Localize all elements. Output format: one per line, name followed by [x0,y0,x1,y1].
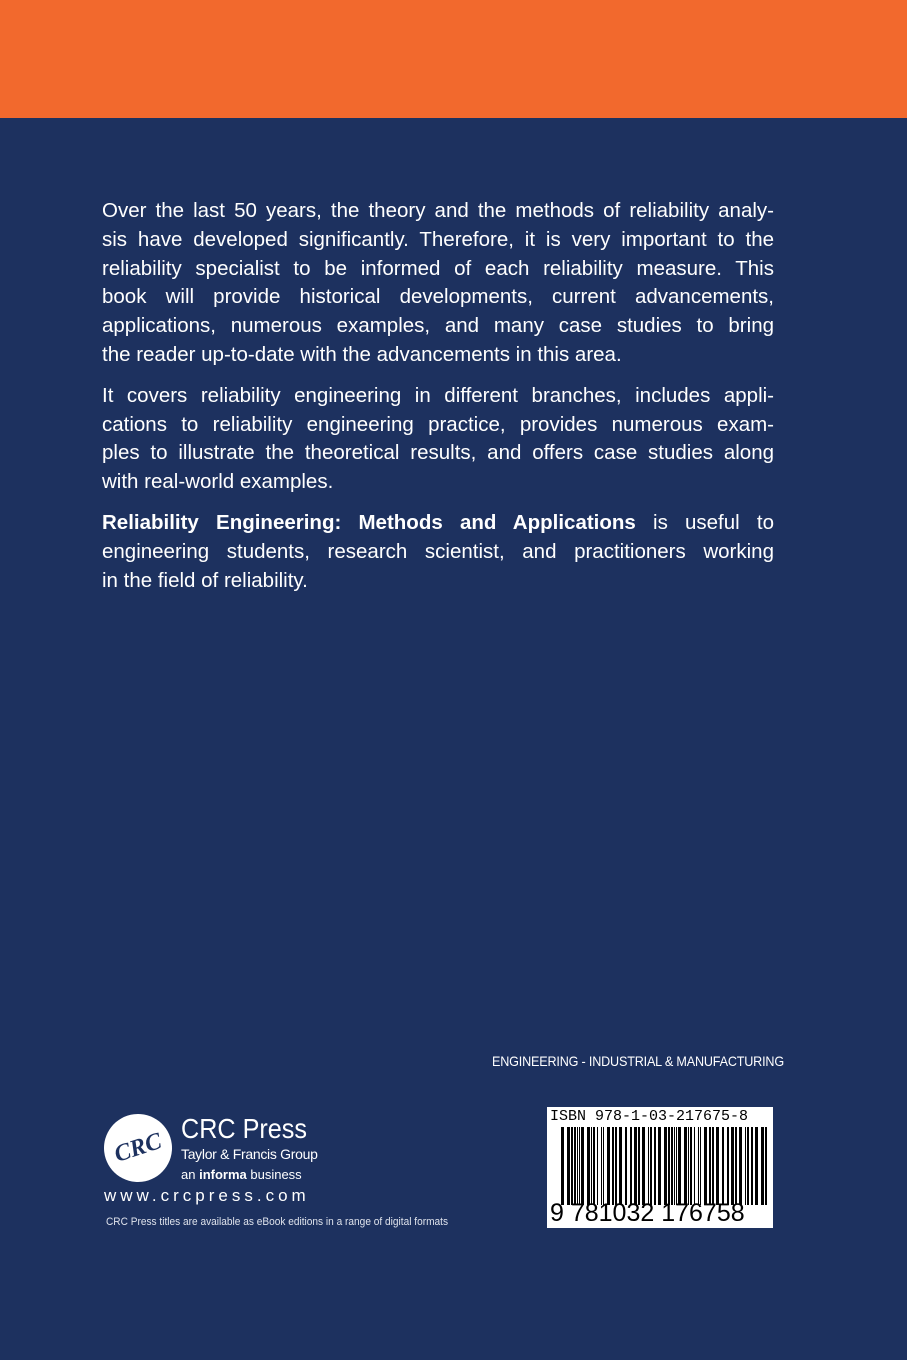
barcode-bar [674,1127,675,1205]
barcode-bar [694,1127,695,1205]
text-fragment: an [181,1167,200,1182]
text-fragment: is useful to [635,510,774,534]
barcode-bar [654,1127,656,1205]
barcode-bar [751,1127,753,1205]
barcode-bar [722,1127,724,1205]
isbn-label: ISBN 978-1-03-217675-8 [550,1108,749,1125]
text-line: applications, numerous examples, and many case studies to bring [102,314,774,338]
text-line: book will provide historical developments, current advancements, [102,285,774,309]
barcode-bar [704,1127,707,1205]
text-line: the reader up-to-date with the advancements in this area. [102,342,622,366]
barcode-bar [664,1127,667,1205]
barcode-bars [561,1127,769,1205]
crc-logo-icon: CRC [95,1105,181,1191]
barcode-bar [587,1127,590,1205]
paragraph-2 [102,382,774,497]
barcode-bar [735,1127,737,1205]
ebook-note: CRC Press titles are available as eBook editions in a range of digital formats [106,1216,449,1228]
text-line: engineering students, research scientist, and practitioners working [102,539,774,563]
barcode-bar [668,1127,670,1205]
text-line: cations to reliability engineering practice, provides numerous exam- [102,412,774,436]
barcode-bar [676,1127,677,1205]
book-title: Reliability Engineering: Methods and Applications [102,510,636,534]
barcode-bar [597,1127,598,1205]
barcode-bar [612,1127,614,1205]
barcode-bar [630,1127,632,1205]
barcode-digits: 9 781032 176758 [550,1199,745,1227]
informa-tagline [181,1167,302,1182]
publisher-group: Taylor & Francis Group [181,1146,318,1162]
barcode-bar [581,1127,584,1205]
barcode-bar [698,1127,699,1205]
orange-top-band [0,0,907,118]
barcode-bar [625,1127,627,1205]
text-fragment: informa [199,1167,247,1182]
barcode-bar [577,1127,578,1205]
barcode-bar [727,1127,729,1205]
barcode-bar [574,1127,576,1205]
barcode-bar [709,1127,711,1205]
barcode-bar [561,1127,564,1205]
barcode-bar [638,1127,640,1205]
barcode-bar [761,1127,764,1205]
text-fragment: business [246,1167,302,1182]
barcode-bar [579,1127,580,1205]
barcode-bar [567,1127,570,1205]
text-line: ples to illustrate the theoretical results, and offers case studies along [102,441,774,465]
barcode-bar [603,1127,604,1205]
barcode-bar [755,1127,758,1205]
barcode-bar [607,1127,610,1205]
barcode-bar [650,1127,652,1205]
barcode-bar [747,1127,749,1205]
text-line: reliability specialist to be informed of each reliability measure. This [102,256,774,280]
barcode-bar [642,1127,645,1205]
barcode-bar [731,1127,734,1205]
barcode-bar [700,1127,701,1205]
barcode-bar [716,1127,719,1205]
barcode-bar [615,1127,617,1205]
barcode-bar [671,1127,673,1205]
isbn-barcode [547,1107,773,1228]
barcode-bar [765,1127,767,1205]
barcode-bar [591,1127,592,1205]
barcode-bar [571,1127,573,1205]
barcode-bar [684,1127,687,1205]
barcode-bar [658,1127,661,1205]
barcode-bar [634,1127,637,1205]
subject-category: ENGINEERING - INDUSTRIAL & MANUFACTURING [492,1053,784,1069]
barcode-bar [712,1127,714,1205]
publisher-website: www.crcpress.com [104,1186,310,1205]
barcode-bar [739,1127,742,1205]
barcode-bar [648,1127,649,1205]
paragraph-3 [102,509,774,595]
text-line: in the field of reliability. [102,568,308,592]
barcode-bar [688,1127,689,1205]
publisher-name: CRC Press [181,1113,308,1144]
text-line: sis have developed significantly. Therefore, it is very important to the [102,227,774,251]
barcode-bar [601,1127,602,1205]
text-line [102,509,774,538]
barcode-bar [745,1127,746,1205]
text-line: It covers reliability engineering in different branches, includes appli- [102,383,774,407]
barcode-bar [690,1127,692,1205]
paragraph-1 [102,197,774,370]
back-cover-blurb [102,197,774,607]
text-line: with real-world examples. [102,470,334,494]
text-line: Over the last 50 years, the theory and the methods of reliability analy- [102,199,774,222]
barcode-bar [593,1127,595,1205]
barcode-bar [619,1127,622,1205]
barcode-bar [678,1127,681,1205]
